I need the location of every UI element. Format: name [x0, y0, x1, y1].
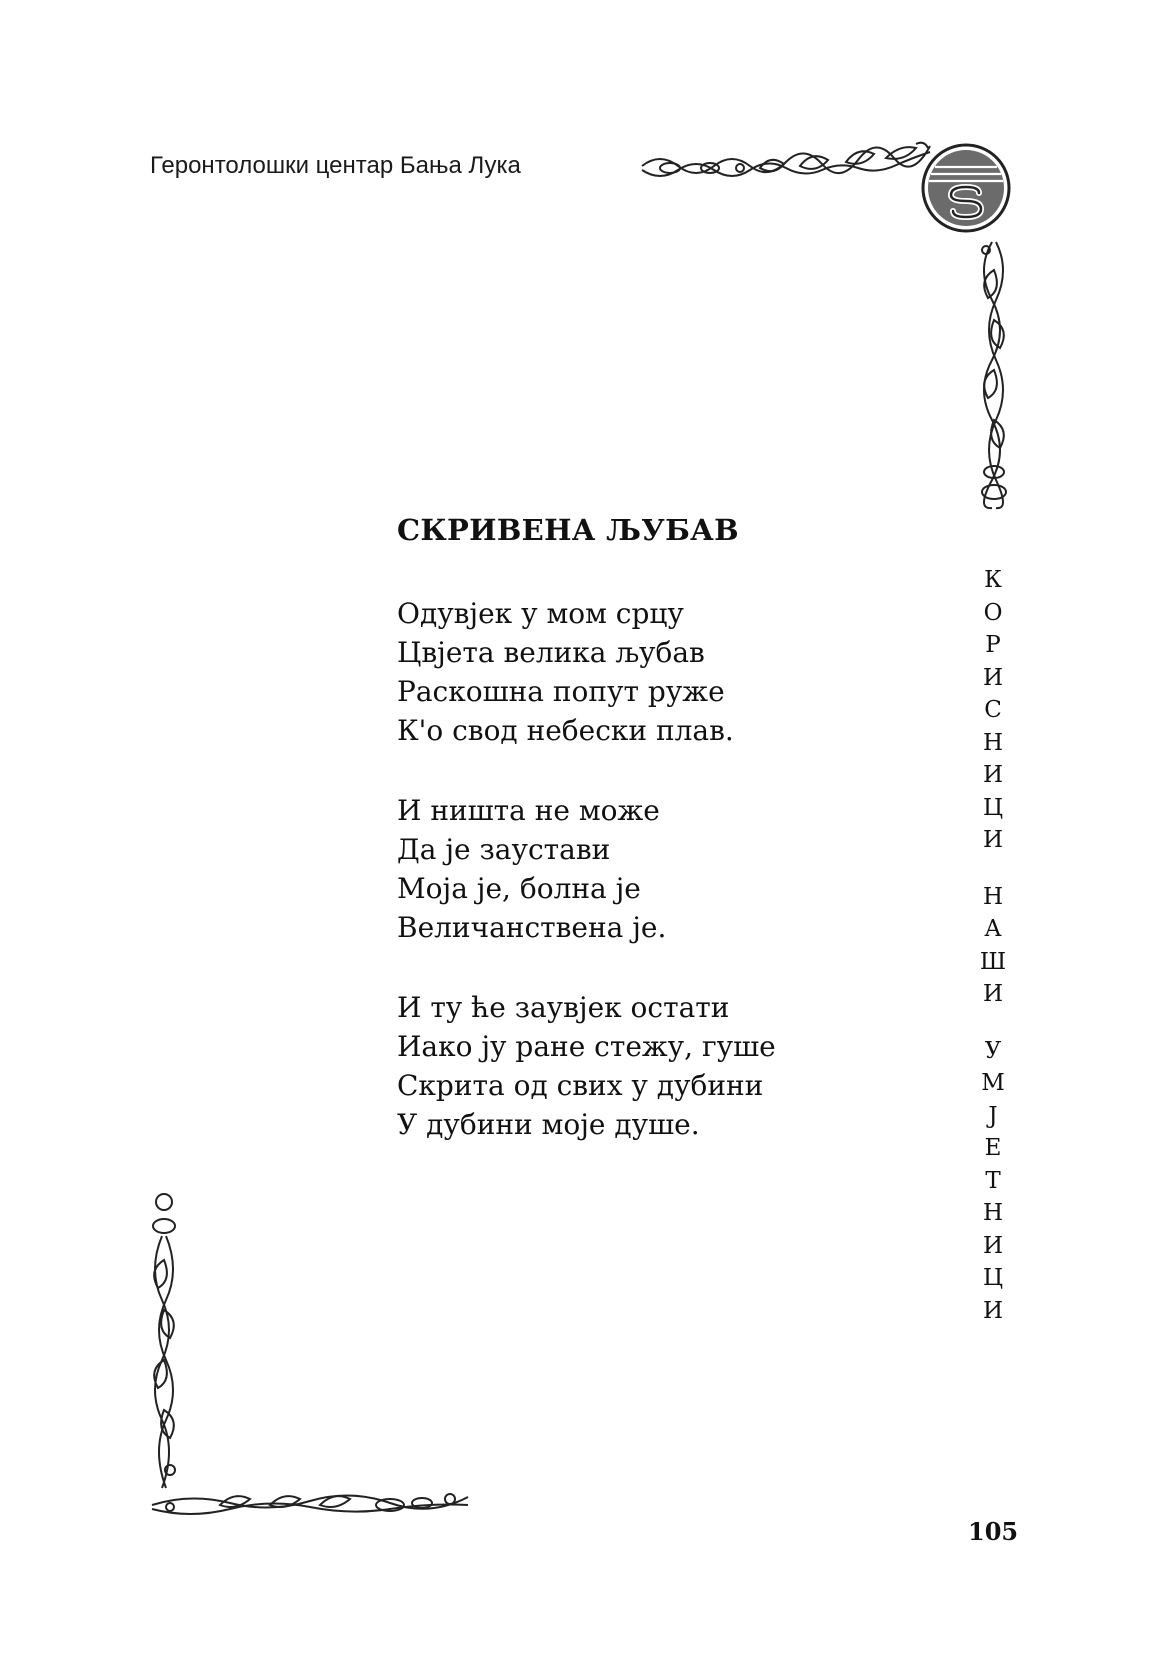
floral-vine-ornament-icon: [150, 1475, 470, 1525]
poem-line: И ту ће заувјек остати: [397, 991, 730, 1024]
vertical-section-title: [978, 564, 1008, 1327]
word-gap: [978, 1011, 1008, 1035]
poem-line: Моја је, болна је: [397, 872, 641, 905]
vertical-letter: И: [982, 827, 1004, 853]
vertical-letter: И: [982, 1232, 1004, 1259]
vertical-letter: Ц: [982, 794, 1004, 821]
vertical-letter: А: [984, 916, 1002, 942]
poem-line: К'о свод небески плав.: [397, 714, 734, 747]
floral-vine-ornament-icon: [140, 1190, 192, 1490]
vertical-letter: Е: [984, 1135, 1002, 1161]
vertical-letter: Ш: [979, 948, 1007, 975]
page-number: 105: [968, 1517, 1019, 1546]
word-gap: [978, 857, 1008, 881]
poem-line: Раскошна попут руже: [397, 675, 725, 708]
poem-stanza: [397, 988, 776, 1144]
floral-vine-ornament-icon: [640, 138, 932, 188]
poem-stanza: [397, 594, 734, 750]
vertical-letter: К: [984, 567, 1002, 593]
vertical-letter: И: [982, 762, 1004, 788]
vertical-letter: И: [982, 1297, 1004, 1324]
page-header: Геронтолошки центар Бања Лука: [150, 152, 521, 179]
poem-line: Да је заустави: [397, 833, 611, 866]
vertical-letter: Т: [985, 1167, 1001, 1194]
vertical-letter: И: [982, 981, 1004, 1007]
vertical-letter: Ј: [988, 1102, 998, 1129]
vertical-letter: Н: [982, 883, 1004, 910]
vertical-letter: Н: [982, 1200, 1004, 1226]
poem-line: Одувјек у мом срцу: [397, 597, 684, 630]
poem-line: Скрита од свих у дубини: [397, 1069, 764, 1102]
poem-line: И ништа не може: [397, 794, 660, 827]
vertical-letter: С: [984, 697, 1002, 723]
vertical-letter: М: [981, 1070, 1005, 1096]
vertical-letter: Н: [982, 729, 1004, 756]
floral-vine-ornament-icon: [966, 240, 1018, 510]
poem-line: Цвјета велика љубав: [397, 636, 705, 669]
poem-stanza: [397, 791, 666, 947]
poem-line: Иако ју ране стежу, гуше: [397, 1030, 776, 1063]
vertical-letter: И: [982, 664, 1004, 691]
institution-logo-icon: [921, 143, 1011, 233]
vertical-letter: О: [983, 599, 1003, 626]
poem-line: У дубини моје душе.: [397, 1108, 700, 1141]
vertical-letter: Ц: [982, 1265, 1004, 1291]
vertical-letter: Р: [985, 632, 1001, 658]
vertical-letter: У: [984, 1037, 1002, 1064]
poem-line: Величанствена је.: [397, 911, 667, 944]
poem-title: СКРИВЕНА ЉУБАВ: [397, 513, 739, 547]
